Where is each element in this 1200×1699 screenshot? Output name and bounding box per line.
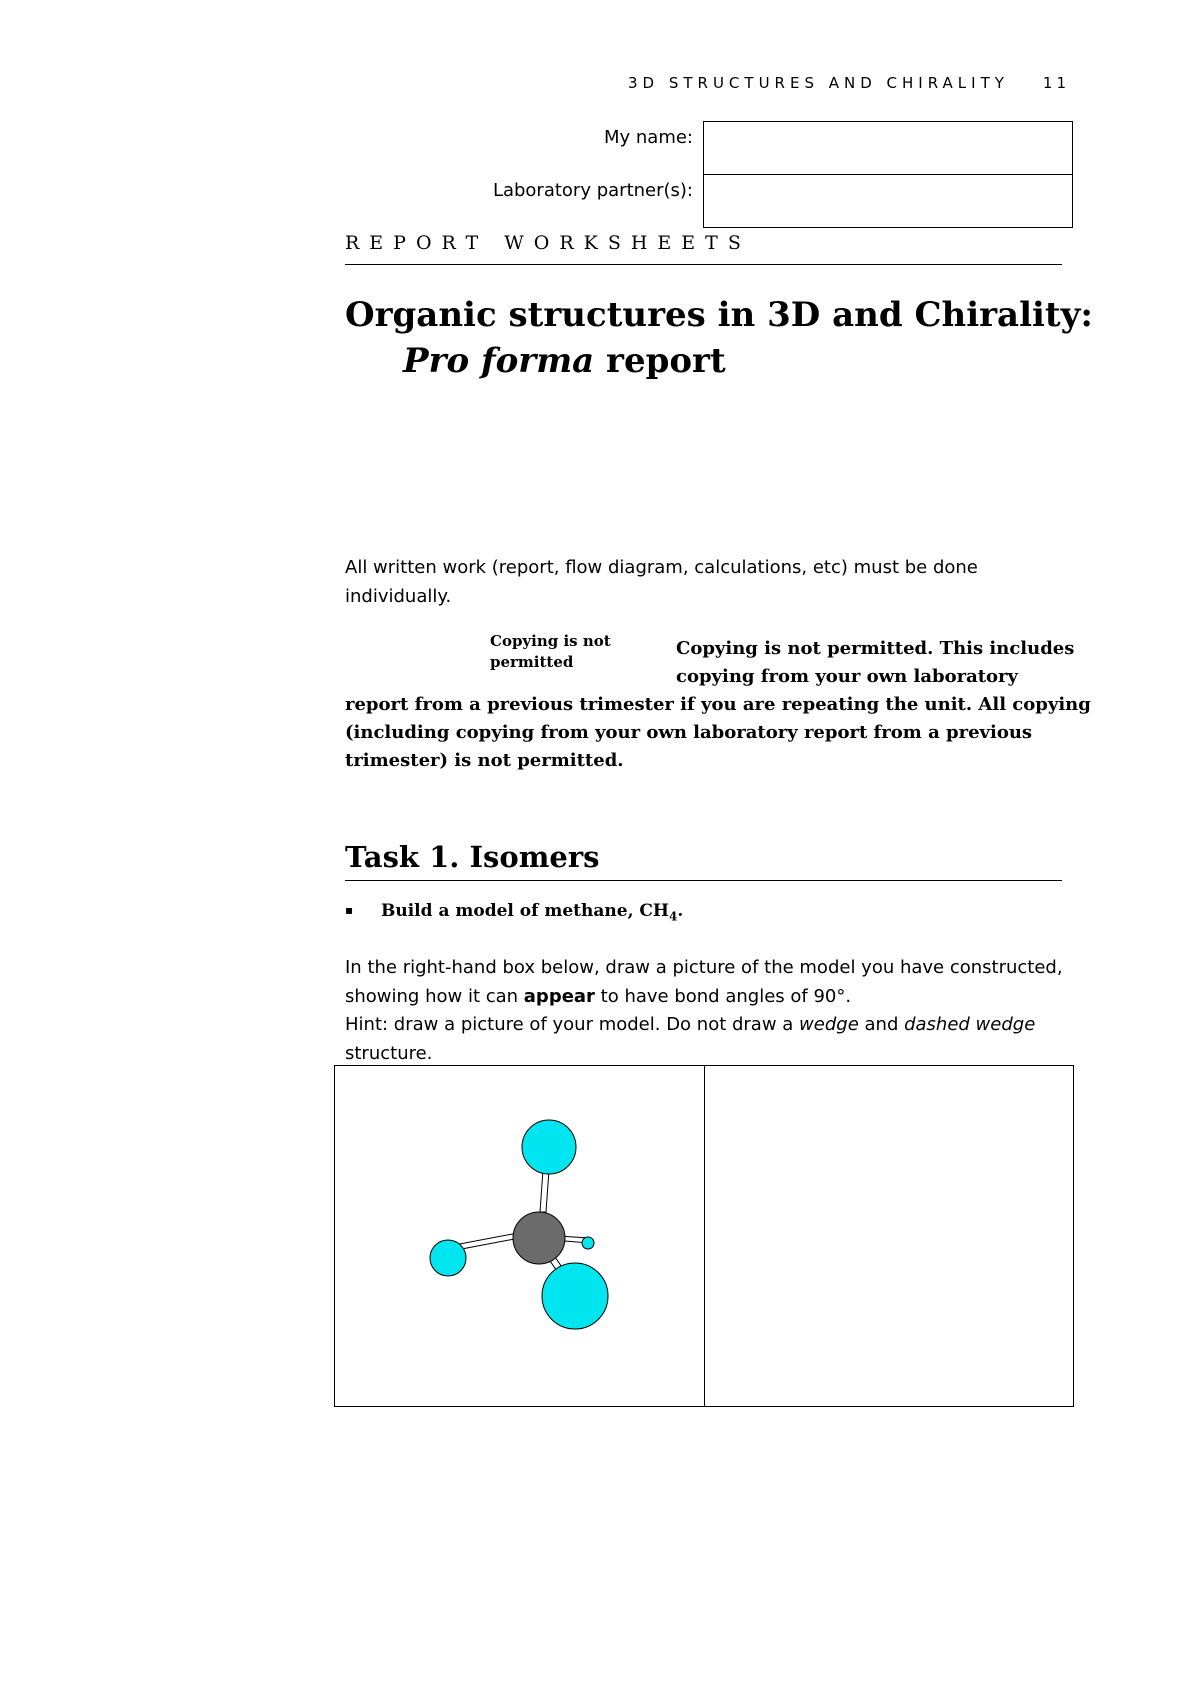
copying-warning-line-3: report from a previous trimester if you are repeating the unit. All copying — [345, 694, 1091, 715]
instr-line-1: In the right-hand box below, draw a picture of the model you have constructed, — [345, 957, 1063, 978]
task-1-bullet — [345, 901, 683, 923]
my-name-field[interactable] — [703, 121, 1073, 175]
hint-line-2: structure. — [345, 1042, 433, 1064]
model-illustration-cell — [335, 1066, 705, 1406]
intro-line-1: All written work (report, flow diagram, calculations, etc) must be done — [345, 557, 978, 578]
bullet-subscript: 4 — [669, 909, 678, 924]
title-line-2 — [345, 338, 1105, 384]
hint-line-1 — [345, 1011, 1085, 1040]
page-number: 11 — [1042, 74, 1070, 92]
hydrogen-atom-left — [430, 1240, 466, 1276]
margin-note-line-1: Copying is not — [490, 632, 611, 650]
section-rule — [345, 264, 1062, 265]
lab-partner-label: Laboratory partner(s): — [492, 180, 693, 201]
student-drawing-box[interactable] — [705, 1066, 1074, 1406]
hint-wedge: wedge — [799, 1014, 859, 1035]
running-title: 3D STRUCTURES AND CHIRALITY — [627, 74, 1009, 92]
copying-warning-line-2: copying from your own laboratory — [676, 666, 1018, 687]
bonds — [449, 1156, 590, 1280]
copying-warning-line-5: trimester) is not permitted. — [345, 750, 624, 771]
instr-line-2-b: to have bond angles of 90°. — [594, 985, 852, 1007]
instr-line-2 — [345, 983, 1085, 1012]
hint-a: Hint: draw a picture of your model. Do not draw a — [345, 1014, 800, 1035]
hydrogen-atom-top — [522, 1120, 576, 1174]
intro-line-2: individually. — [345, 586, 452, 607]
instr-line-2-a: showing how it can — [345, 985, 524, 1007]
task-1-instructions — [345, 954, 1085, 1068]
title-italic: Pro forma — [403, 341, 595, 381]
title-line-1: Organic structures in 3D and Chirality: — [345, 295, 1093, 335]
bullet-end: . — [677, 901, 684, 921]
bullet-text: Build a model of methane, CH — [381, 901, 669, 921]
methane-model-illustration — [335, 1066, 705, 1406]
task-rule — [345, 880, 1062, 881]
copying-warning-line-4: (including copying from your own laboratory report from a previous — [345, 722, 1033, 743]
carbon-atom — [513, 1212, 565, 1264]
bullet-marker-icon: ▪ — [345, 903, 354, 917]
hydrogen-atom-bottom — [542, 1263, 608, 1329]
drawing-table — [334, 1065, 1074, 1407]
margin-note-line-2: permitted — [490, 653, 574, 671]
section-label: REPORT WORKSHEETS — [345, 232, 751, 254]
running-header — [600, 74, 1070, 98]
my-name-label: My name: — [603, 127, 693, 148]
lab-partner-field[interactable] — [703, 174, 1073, 228]
instr-emphasis: appear — [523, 985, 595, 1007]
intro-paragraph — [345, 553, 1065, 611]
hydrogen-atom-right — [582, 1237, 594, 1249]
task-1-heading: Task 1. Isomers — [345, 840, 600, 874]
hint-b: and — [858, 1014, 905, 1035]
margin-note — [490, 631, 650, 673]
copying-warning-line-1: Copying is not permitted. This includes — [676, 638, 1075, 659]
hint-dashed-wedge: dashed wedge — [904, 1014, 1036, 1035]
title-rest: report — [594, 341, 726, 381]
page-title — [345, 292, 1105, 384]
